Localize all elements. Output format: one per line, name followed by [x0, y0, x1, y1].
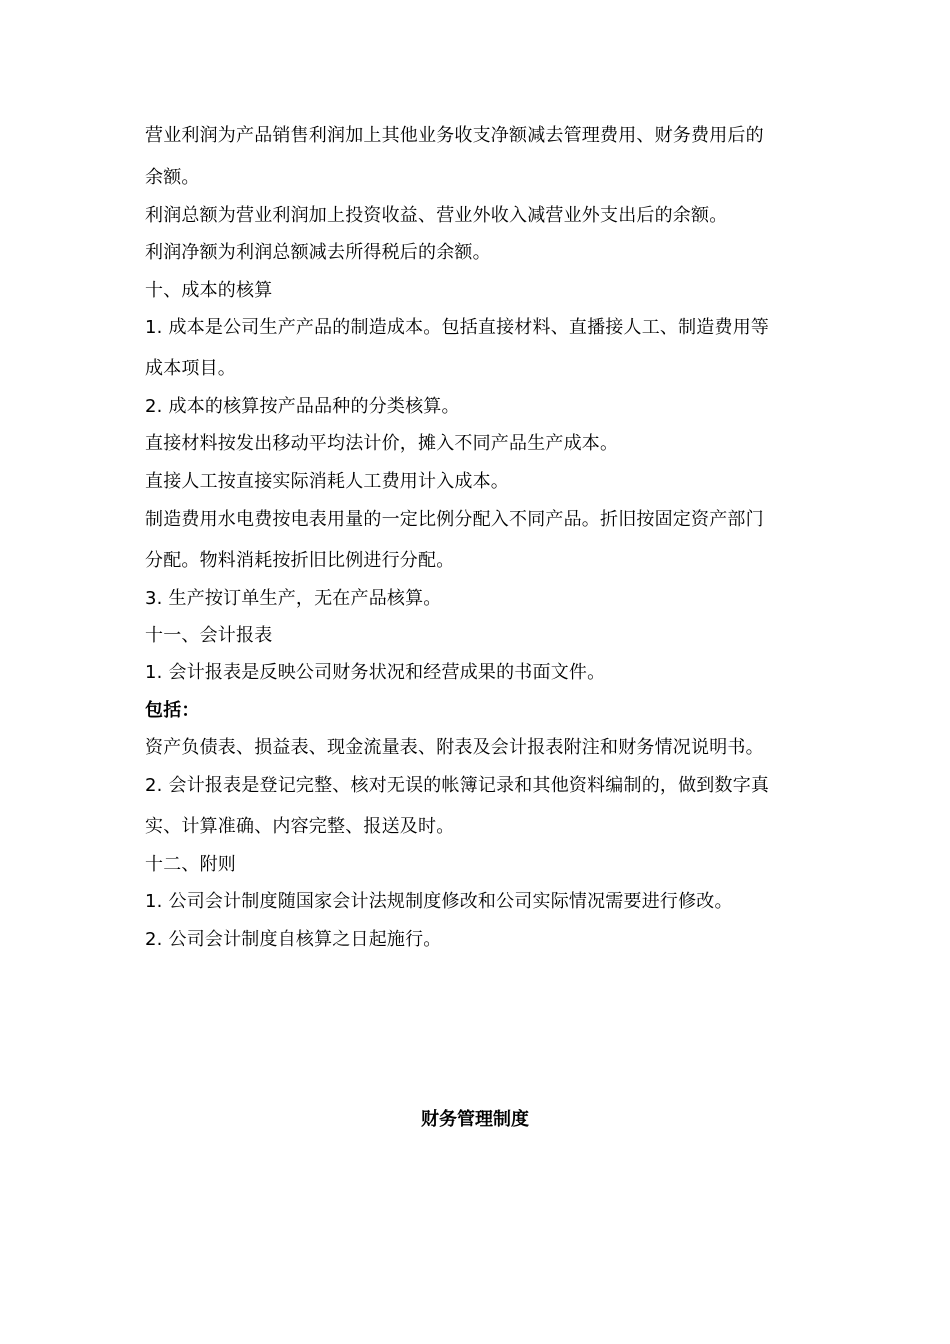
paragraph-line: 余额。	[145, 167, 200, 188]
paragraph-line: 直接人工按直接实际消耗人工费用计入成本。	[145, 471, 509, 492]
paragraph-line: 成本项目。	[145, 358, 236, 379]
paragraph-line: 直接材料按发出移动平均法计价，摊入不同产品生产成本。	[145, 433, 619, 454]
paragraph-line: 1. 成本是公司生产产品的制造成本。包括直接材料、直播接人工、制造费用等	[145, 317, 770, 338]
paragraph-line: 2. 会计报表是登记完整、核对无误的帐簿记录和其他资料编制的，做到数字真	[145, 775, 770, 796]
paragraph-line: 1. 会计报表是反映公司财务状况和经营成果的书面文件。	[145, 662, 606, 683]
paragraph-line: 营业利润为产品销售利润加上其他业务收支净额减去管理费用、财务费用后的	[145, 125, 764, 146]
bold-label: 包括：	[145, 700, 200, 721]
document-title: 财务管理制度	[421, 1109, 529, 1130]
section-heading: 十一、会计报表	[145, 625, 273, 646]
section-heading: 十二、附则	[145, 854, 236, 875]
paragraph-line: 利润净额为利润总额减去所得税后的余额。	[145, 242, 491, 263]
paragraph-line: 1. 公司会计制度随国家会计法规制度修改和公司实际情况需要进行修改。	[145, 891, 733, 912]
paragraph-line: 2. 成本的核算按产品品种的分类核算。	[145, 396, 460, 417]
paragraph-line: 资产负债表、损益表、现金流量表、附表及会计报表附注和财务情况说明书。	[145, 737, 764, 758]
section-heading: 十、成本的核算	[145, 280, 273, 301]
paragraph-line: 实、计算准确、内容完整、报送及时。	[145, 816, 455, 837]
paragraph-line: 利润总额为营业利润加上投资收益、营业外收入减营业外支出后的余额。	[145, 205, 728, 226]
paragraph-line: 制造费用水电费按电表用量的一定比例分配入不同产品。折旧按固定资产部门	[145, 509, 764, 530]
paragraph-line: 2. 公司会计制度自核算之日起施行。	[145, 929, 442, 950]
paragraph-line: 3. 生产按订单生产，无在产品核算。	[145, 588, 442, 609]
paragraph-line: 分配。物料消耗按折旧比例进行分配。	[145, 550, 455, 571]
